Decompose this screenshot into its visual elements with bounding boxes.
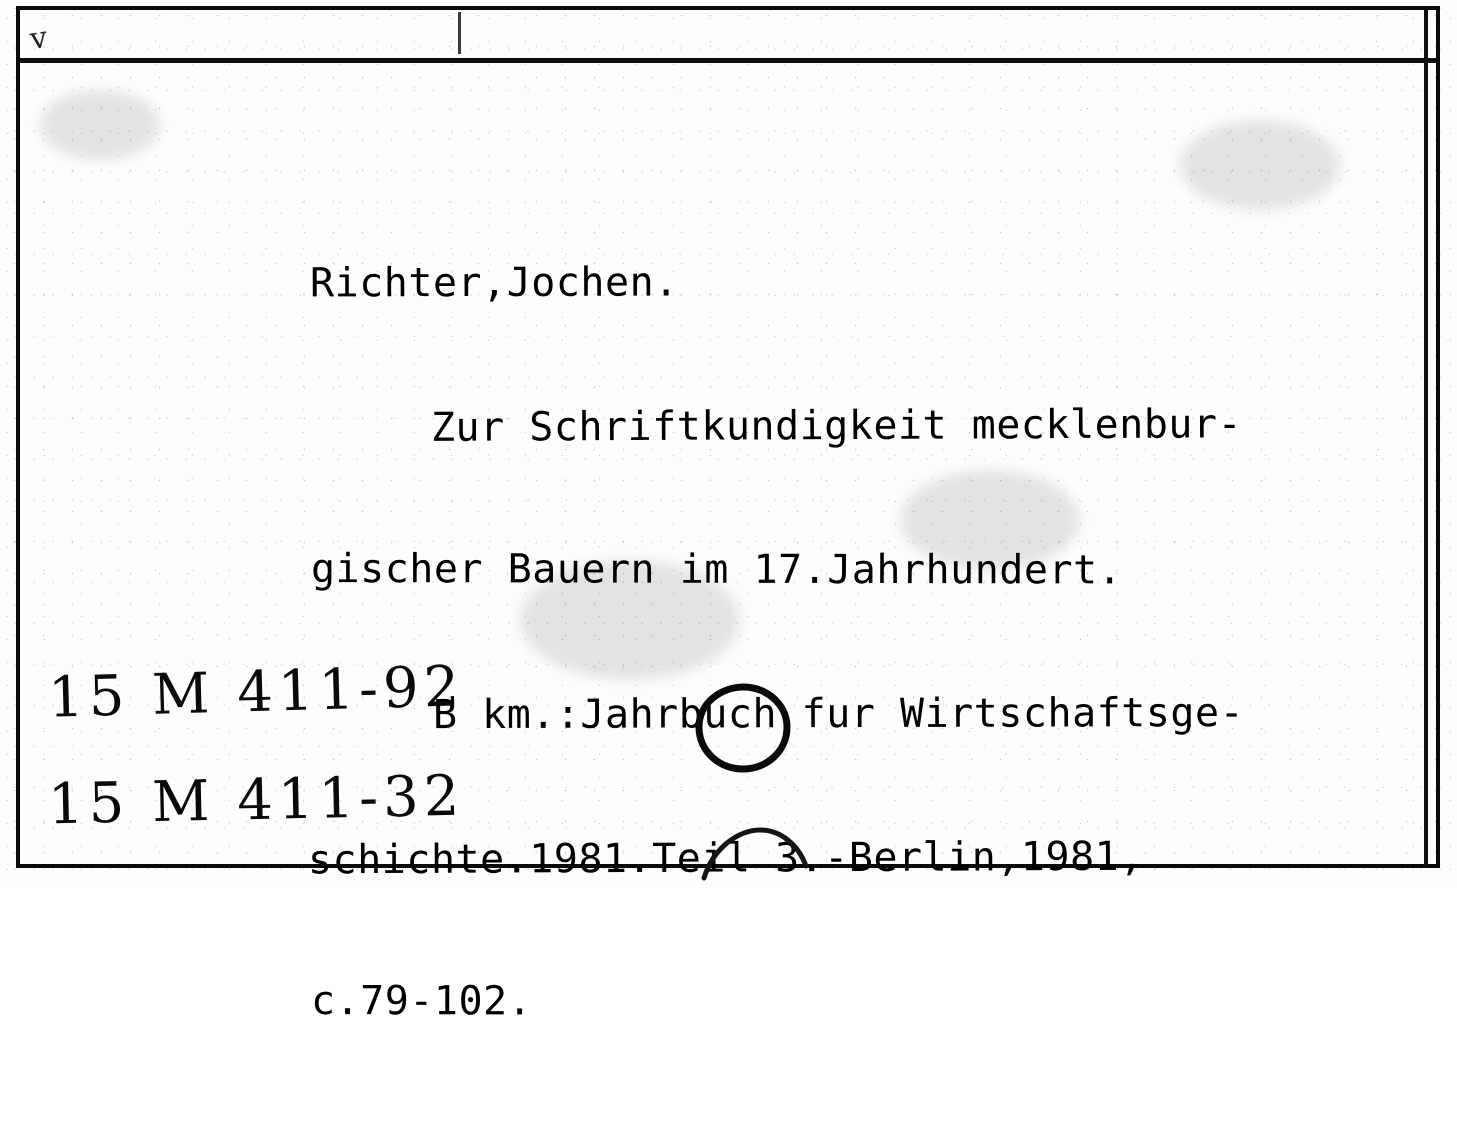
card-right-rule — [1424, 10, 1428, 866]
typed-line-source-2: schichte.1981.Teil 3.-Berlin,1981, — [307, 833, 1144, 884]
call-number-primary: 15 M 411-92 — [47, 654, 466, 731]
corner-mark: v — [27, 19, 50, 58]
vertical-tick-mark-icon — [458, 12, 461, 54]
circle-ink-mark-icon — [694, 682, 792, 774]
typed-line-title-2: gischer Bauern im 17.Jahrhundert. — [310, 546, 1123, 594]
typed-line-pages: c.79-102. — [310, 978, 533, 1025]
typed-line-source-1: B km.:Jahrbuch fur Wirtschaftsge- — [309, 689, 1245, 739]
typed-line-title-1: Zur Schriftkundigkeit mecklenbur- — [307, 401, 1243, 452]
arc-ink-mark-icon — [700, 820, 810, 880]
typed-entry-block — [307, 162, 1400, 1122]
typed-line-author: Richter,Jochen. — [309, 259, 679, 307]
card-header-rule — [20, 58, 1438, 63]
call-number-secondary: 15 M 411-32 — [47, 763, 465, 838]
